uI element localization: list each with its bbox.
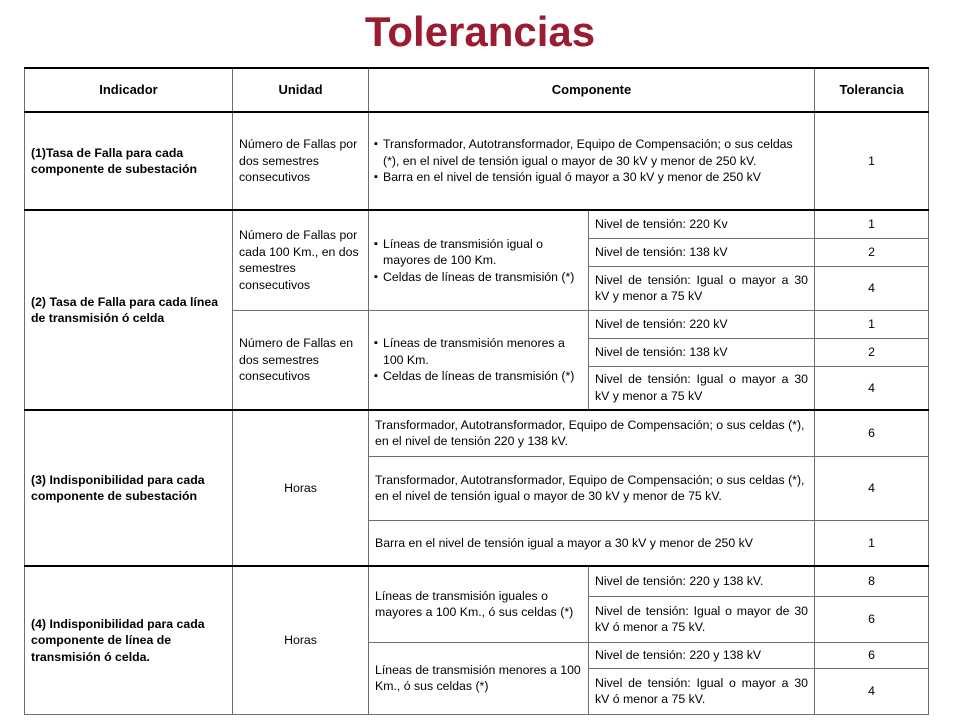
voltage-level-cell: Nivel de tensión: Igual o mayor a 30 kV ó menor a 75 kV. bbox=[589, 668, 815, 714]
tolerance-cell: 1 bbox=[815, 112, 929, 210]
component-bullet: ▪ Celdas de líneas de transmisión (*) bbox=[375, 368, 582, 385]
voltage-level-cell: Nivel de tensión: 138 kV bbox=[589, 338, 815, 366]
voltage-level-cell: Nivel de tensión: 220 y 138 kV bbox=[589, 642, 815, 668]
tolerance-cell: 4 bbox=[815, 668, 929, 714]
tolerance-cell: 4 bbox=[815, 366, 929, 410]
table-row bbox=[25, 210, 929, 238]
component-cell: Transformador, Autotransformador, Equipo de Compensación; o sus celdas (*), en el nivel de tensión igual o mayor de 30 kV y menor de 75 kV. bbox=[369, 456, 815, 520]
indicator-cell: (4) Indisponibilidad para cada componente de línea de transmisión ó celda. bbox=[25, 566, 233, 714]
component-cell bbox=[369, 210, 589, 310]
unit-cell: Horas bbox=[233, 566, 369, 714]
voltage-level-cell: Nivel de tensión: 138 kV bbox=[589, 238, 815, 266]
unit-cell: Horas bbox=[233, 410, 369, 566]
unit-cell: Número de Fallas por cada 100 Km., en dos semestres consecutivos bbox=[233, 210, 369, 310]
component-cell: Líneas de transmisión menores a 100 Km., ó sus celdas (*) bbox=[369, 642, 589, 714]
header-indicador: Indicador bbox=[25, 68, 233, 112]
indicator-cell: (2) Tasa de Falla para cada línea de transmisión ó celda bbox=[25, 210, 233, 410]
tolerance-cell: 6 bbox=[815, 596, 929, 642]
component-cell bbox=[369, 310, 589, 410]
voltage-level-cell: Nivel de tensión: 220 Kv bbox=[589, 210, 815, 238]
voltage-level-cell: Nivel de tensión: Igual o mayor a 30 kV y menor a 75 kV bbox=[589, 366, 815, 410]
tolerance-cell: 8 bbox=[815, 566, 929, 596]
component-cell bbox=[369, 112, 815, 210]
voltage-level-cell: Nivel de tensión: 220 y 138 kV. bbox=[589, 566, 815, 596]
tolerance-cell: 1 bbox=[815, 520, 929, 566]
tolerance-cell: 2 bbox=[815, 238, 929, 266]
table-row bbox=[25, 112, 929, 210]
header-componente: Componente bbox=[369, 68, 815, 112]
component-cell: Transformador, Autotransformador, Equipo de Compensación; o sus celdas (*), en el nivel de tensión 220 y 138 kV. bbox=[369, 410, 815, 456]
component-bullet: ▪ Celdas de líneas de transmisión (*) bbox=[375, 269, 582, 286]
page-title: Tolerancias bbox=[364, 8, 596, 55]
component-cell: Líneas de transmisión iguales o mayores a 100 Km., ó sus celdas (*) bbox=[369, 566, 589, 642]
table-row bbox=[25, 410, 929, 456]
table-row bbox=[25, 566, 929, 596]
tolerance-cell: 2 bbox=[815, 338, 929, 366]
tolerance-cell: 6 bbox=[815, 410, 929, 456]
tolerance-cell: 4 bbox=[815, 266, 929, 310]
indicator-cell: (3) Indisponibilidad para cada componente de subestación bbox=[25, 410, 233, 566]
component-cell: Barra en el nivel de tensión igual a mayor a 30 kV y menor de 250 kV bbox=[369, 520, 815, 566]
tolerance-cell: 6 bbox=[815, 642, 929, 668]
tolerance-cell: 1 bbox=[815, 310, 929, 338]
component-bullet: ▪ Transformador, Autotransformador, Equipo de Compensación; o sus celdas (*), en el nivel de tensión igual o mayor de 30 kV y menor de 250 kV. bbox=[375, 136, 808, 169]
tolerance-table bbox=[24, 67, 929, 715]
tolerance-cell: 1 bbox=[815, 210, 929, 238]
header-tolerancia: Tolerancia bbox=[815, 68, 929, 112]
header-unidad: Unidad bbox=[233, 68, 369, 112]
table-header-row bbox=[25, 68, 929, 112]
unit-cell: Número de Fallas por dos semestres consecutivos bbox=[233, 112, 369, 210]
tolerance-cell: 4 bbox=[815, 456, 929, 520]
voltage-level-cell: Nivel de tensión: 220 kV bbox=[589, 310, 815, 338]
unit-cell: Número de Fallas en dos semestres consecutivos bbox=[233, 310, 369, 410]
voltage-level-cell: Nivel de tensión: Igual o mayor a 30 kV y menor a 75 kV bbox=[589, 266, 815, 310]
component-bullet: ▪ Líneas de transmisión menores a 100 Km. bbox=[375, 335, 582, 368]
component-bullet: ▪ Líneas de transmisión igual o mayores de 100 Km. bbox=[375, 236, 582, 269]
component-bullet: ▪ Barra en el nivel de tensión igual ó mayor a 30 kV y menor de 250 kV bbox=[375, 169, 808, 186]
indicator-cell: (1)Tasa de Falla para cada componente de subestación bbox=[25, 112, 233, 210]
voltage-level-cell: Nivel de tensión: Igual o mayor de 30 kV ó menor a 75 kV. bbox=[589, 596, 815, 642]
